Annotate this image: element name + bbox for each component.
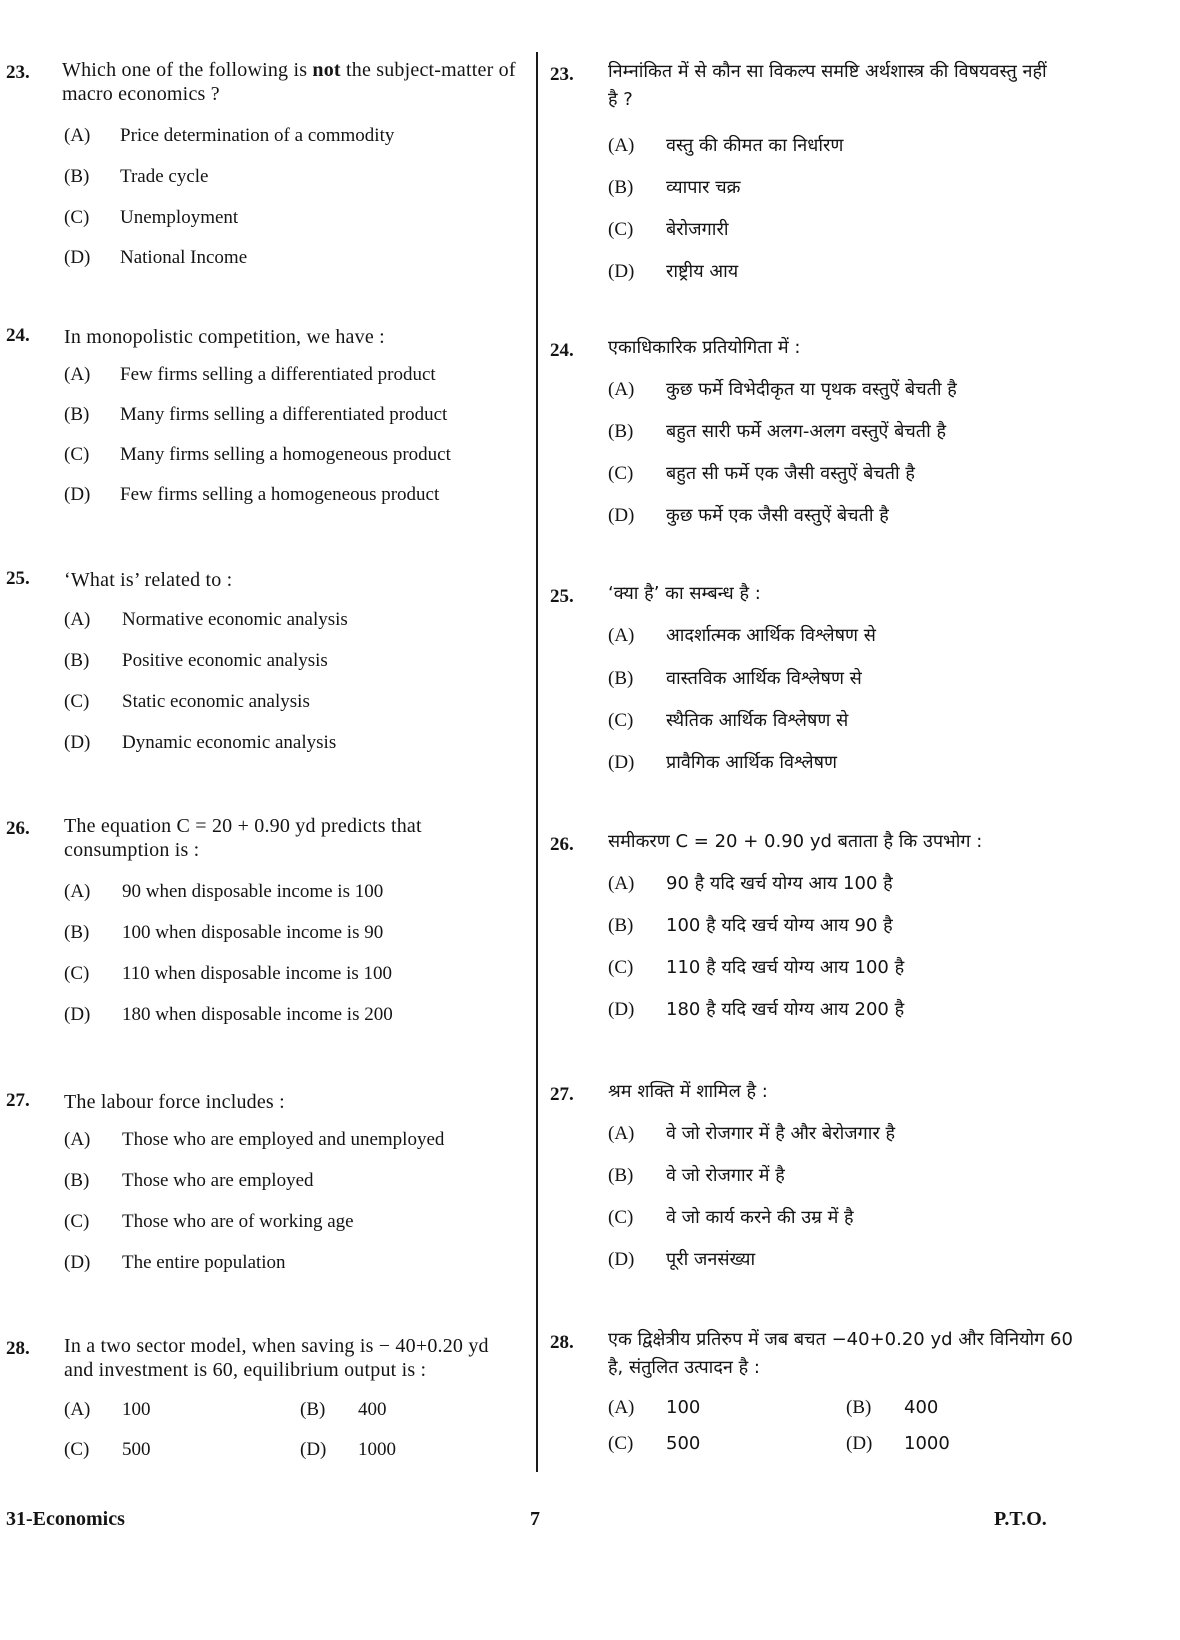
option-label: (C) bbox=[608, 463, 634, 484]
question-25-en bbox=[6, 568, 520, 758]
option-text: Static economic analysis bbox=[122, 691, 310, 712]
question-24-hi bbox=[550, 336, 1110, 536]
option-text: 100 bbox=[122, 1399, 151, 1420]
option-label: (A) bbox=[608, 1123, 635, 1144]
option-label: (D) bbox=[64, 247, 91, 268]
option-text: 500 bbox=[666, 1433, 701, 1454]
question-text: श्रम शक्ति में शामिल है : bbox=[608, 1081, 768, 1102]
option-label: (A) bbox=[608, 873, 635, 894]
option-text: 100 when disposable income is 90 bbox=[122, 922, 384, 943]
option-label: (A) bbox=[608, 1397, 635, 1418]
option-label: (B) bbox=[846, 1397, 872, 1418]
option-text: Price determination of a commodity bbox=[120, 125, 395, 146]
option-label: (B) bbox=[608, 915, 634, 936]
option-label: (D) bbox=[64, 732, 91, 753]
option-label: (B) bbox=[608, 421, 634, 442]
question-23-en bbox=[6, 58, 520, 278]
option-text: 90 when disposable income is 100 bbox=[122, 881, 384, 902]
column-divider bbox=[536, 52, 538, 1472]
option-label: (B) bbox=[608, 177, 634, 198]
option-label: (A) bbox=[64, 609, 91, 630]
option-text: Unemployment bbox=[120, 207, 239, 228]
option-text: वे जो कार्य करने की उम्र में है bbox=[666, 1207, 854, 1228]
option-label: (A) bbox=[64, 881, 91, 902]
option-label: (A) bbox=[64, 364, 91, 385]
option-text: बेरोजगारी bbox=[666, 219, 729, 240]
option-text: Dynamic economic analysis bbox=[122, 732, 337, 753]
question-number: 24. bbox=[6, 325, 30, 346]
option-label: (C) bbox=[64, 1211, 90, 1232]
option-label: (B) bbox=[64, 650, 90, 671]
option-text: Many firms selling a homogeneous product bbox=[120, 444, 451, 465]
question-27-hi bbox=[550, 1080, 1110, 1280]
question-text: ‘क्या है’ का सम्बन्ध है : bbox=[608, 583, 761, 604]
option-text: 1000 bbox=[358, 1439, 396, 1460]
question-text: In monopolistic competition, we have : bbox=[64, 326, 385, 348]
option-text: 400 bbox=[904, 1397, 939, 1418]
option-label: (B) bbox=[64, 1170, 90, 1191]
option-text: Normative economic analysis bbox=[122, 609, 348, 630]
question-number: 23. bbox=[550, 64, 574, 85]
option-text: 1000 bbox=[904, 1433, 950, 1454]
option-label: (A) bbox=[64, 125, 91, 146]
option-label: (D) bbox=[608, 752, 635, 773]
question-24-en bbox=[6, 325, 520, 515]
question-27-en bbox=[6, 1090, 520, 1280]
question-text-part: Which one of the following is bbox=[62, 59, 313, 81]
option-text: Trade cycle bbox=[120, 166, 209, 187]
option-text: 400 bbox=[358, 1399, 387, 1420]
option-label: (D) bbox=[608, 999, 635, 1020]
option-text: बहुत सारी फर्मे अलग-अलग वस्तुऐं बेचती है bbox=[666, 421, 947, 442]
option-label: (B) bbox=[64, 922, 90, 943]
option-label: (C) bbox=[64, 691, 90, 712]
question-26-en bbox=[6, 814, 520, 1034]
question-number: 27. bbox=[550, 1084, 574, 1105]
question-number: 28. bbox=[550, 1332, 574, 1353]
question-text: ‘What is’ related to : bbox=[64, 569, 233, 591]
option-label: (D) bbox=[608, 261, 635, 282]
question-text: The equation C = 20 + 0.90 yd predicts that consumption is : bbox=[64, 815, 422, 861]
footer-subject: 31-Economics bbox=[6, 1508, 125, 1530]
option-label: (A) bbox=[608, 379, 635, 400]
option-text: राष्ट्रीय आय bbox=[666, 261, 739, 282]
option-text: National Income bbox=[120, 247, 248, 268]
option-text: वस्तु की कीमत का निर्धारण bbox=[666, 135, 844, 156]
question-number: 25. bbox=[550, 586, 574, 607]
option-label: (D) bbox=[64, 1252, 91, 1273]
question-number: 27. bbox=[6, 1090, 30, 1111]
question-number: 25. bbox=[6, 568, 30, 589]
option-text: कुछ फर्मे एक जैसी वस्तुऐं बेचती है bbox=[666, 505, 889, 526]
option-label: (C) bbox=[64, 1439, 90, 1460]
option-text: 100 है यदि खर्च योग्य आय 90 है bbox=[666, 915, 893, 936]
option-label: (B) bbox=[64, 404, 90, 425]
option-label: (A) bbox=[64, 1129, 91, 1150]
option-label: (C) bbox=[608, 957, 634, 978]
question-26-hi bbox=[550, 830, 1110, 1030]
option-text: 90 है यदि खर्च योग्य आय 100 है bbox=[666, 873, 893, 894]
option-label: (B) bbox=[608, 668, 634, 689]
question-number: 24. bbox=[550, 340, 574, 361]
option-label: (C) bbox=[64, 963, 90, 984]
option-label: (A) bbox=[64, 1399, 91, 1420]
question-text: निम्नांकित में से कौन सा विकल्प समष्टि अर्थशास्त्र की विषयवस्तु नहीं है ? bbox=[608, 61, 1047, 110]
question-28-hi bbox=[550, 1326, 1110, 1466]
option-text: Those who are of working age bbox=[122, 1211, 354, 1232]
option-label: (C) bbox=[608, 219, 634, 240]
option-label: (C) bbox=[608, 1207, 634, 1228]
option-label: (B) bbox=[300, 1399, 326, 1420]
option-text: आदर्शात्मक आर्थिक विश्लेषण से bbox=[666, 625, 876, 646]
option-label: (D) bbox=[846, 1433, 873, 1454]
option-text: स्थैतिक आर्थिक विश्लेषण से bbox=[666, 710, 849, 731]
question-text: एक द्विक्षेत्रीय प्रतिरुप में जब बचत −40+0.20 yd और विनियोग 60 है, संतुलित उत्पादन है : bbox=[608, 1329, 1073, 1378]
question-text: एकाधिकारिक प्रतियोगिता में : bbox=[608, 337, 801, 358]
question-28-en bbox=[6, 1334, 520, 1474]
option-text: व्यापार चक्र bbox=[666, 177, 741, 198]
option-label: (C) bbox=[64, 207, 90, 228]
option-label: (D) bbox=[64, 1004, 91, 1025]
option-label: (D) bbox=[64, 484, 91, 505]
option-text: पूरी जनसंख्या bbox=[666, 1249, 756, 1270]
question-text-part: the subject-matter of macro economics ? bbox=[62, 59, 516, 105]
option-text: Few firms selling a homogeneous product bbox=[120, 484, 440, 505]
option-label: (A) bbox=[608, 625, 635, 646]
option-label: (C) bbox=[608, 710, 634, 731]
option-text: 110 है यदि खर्च योग्य आय 100 है bbox=[666, 957, 905, 978]
option-text: Those who are employed and unemployed bbox=[122, 1129, 445, 1150]
question-text: In a two sector model, when saving is − 40+0.20 yd and investment is 60, equilibrium output is : bbox=[64, 1335, 489, 1381]
option-label: (D) bbox=[608, 1249, 635, 1270]
question-emphasis: not bbox=[312, 59, 341, 81]
option-text: 180 है यदि खर्च योग्य आय 200 है bbox=[666, 999, 905, 1020]
question-text bbox=[62, 58, 520, 106]
option-label: (C) bbox=[608, 1433, 634, 1454]
option-text: वे जो रोजगार में है bbox=[666, 1165, 785, 1186]
option-text: Many firms selling a differentiated product bbox=[120, 404, 448, 425]
option-text: 500 bbox=[122, 1439, 151, 1460]
option-text: 180 when disposable income is 200 bbox=[122, 1004, 393, 1025]
option-text: वे जो रोजगार में है और बेरोजगार है bbox=[666, 1123, 896, 1144]
option-text: The entire population bbox=[122, 1252, 286, 1273]
question-number: 28. bbox=[6, 1338, 30, 1359]
option-text: Those who are employed bbox=[122, 1170, 314, 1191]
option-text: बहुत सी फर्मे एक जैसी वस्तुऐं बेचती है bbox=[666, 463, 915, 484]
question-number: 26. bbox=[6, 818, 30, 839]
question-text: The labour force includes : bbox=[64, 1091, 285, 1113]
option-label: (C) bbox=[64, 444, 90, 465]
question-text: समीकरण C = 20 + 0.90 yd बताता है कि उपभोग : bbox=[608, 831, 983, 852]
option-text: Few firms selling a differentiated product bbox=[120, 364, 436, 385]
option-label: (A) bbox=[608, 135, 635, 156]
footer-pto: P.T.O. bbox=[994, 1508, 1047, 1530]
option-text: कुछ फर्मे विभेदीकृत या पृथक वस्तुऐं बेचती है bbox=[666, 379, 957, 400]
option-text: वास्तविक आर्थिक विश्लेषण से bbox=[666, 668, 862, 689]
page-number: 7 bbox=[530, 1508, 540, 1530]
option-text: प्रावैगिक आर्थिक विश्लेषण bbox=[666, 752, 838, 773]
option-text: Positive economic analysis bbox=[122, 650, 328, 671]
question-number: 26. bbox=[550, 834, 574, 855]
question-25-hi bbox=[550, 582, 1110, 782]
option-label: (B) bbox=[608, 1165, 634, 1186]
option-text: 110 when disposable income is 100 bbox=[122, 963, 393, 984]
question-number: 23. bbox=[6, 62, 30, 83]
option-label: (B) bbox=[64, 166, 90, 187]
option-text: 100 bbox=[666, 1397, 701, 1418]
option-label: (D) bbox=[300, 1439, 327, 1460]
option-label: (D) bbox=[608, 505, 635, 526]
question-23-hi bbox=[550, 58, 1110, 288]
